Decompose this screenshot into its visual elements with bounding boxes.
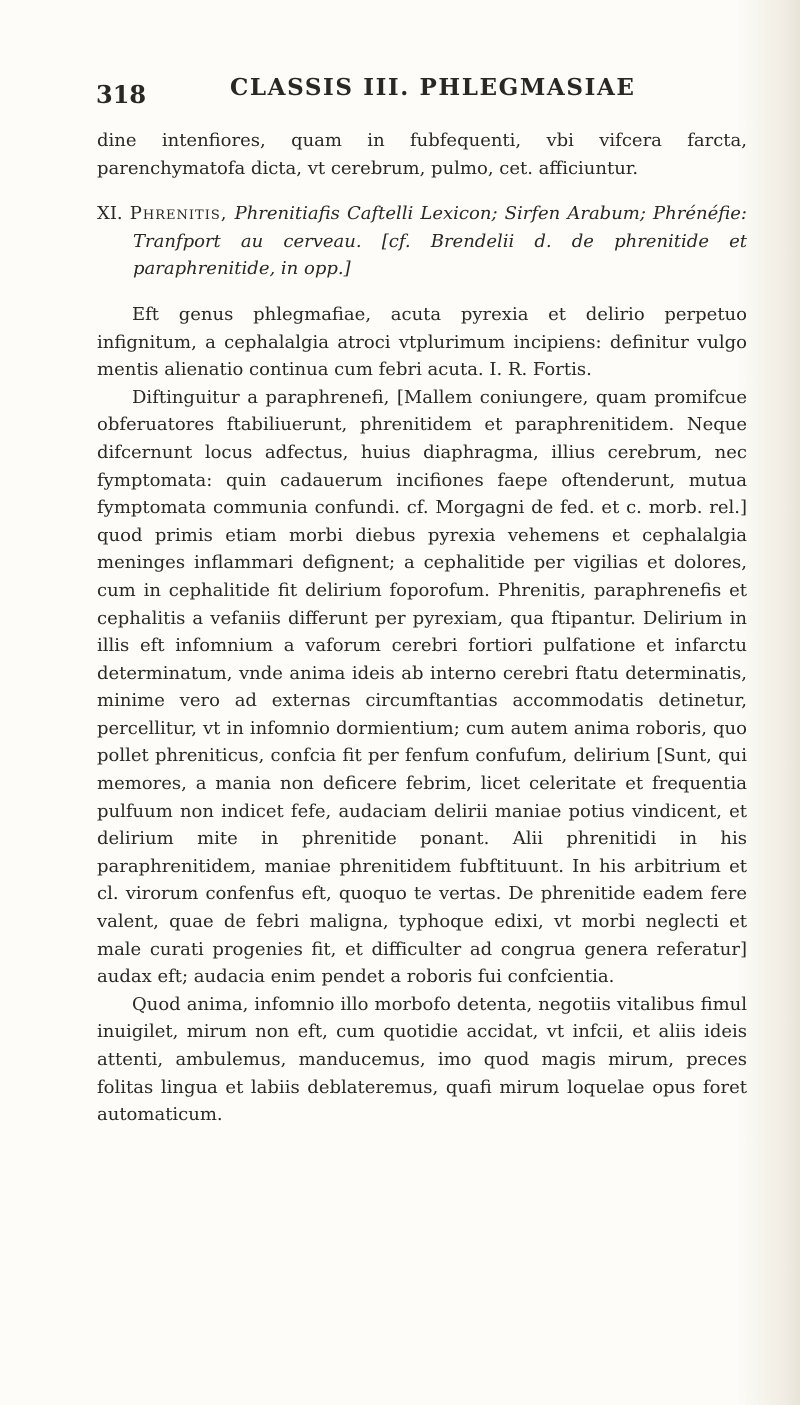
paragraph-anima: Quod anima, infomnio illo morbofo detenta, negotiis vitalibus fimul inuigilet, mirum non eft, cum quotidie accidat, vt infcii, et aliis ideis attenti, ambulemus, manducemus, imo quod magis mirum, preces folitas lingua et labiis deblateremus, quafi mirum loquelae opus foret automaticum. — [97, 993, 747, 1126]
paragraph-distinction: Diftinguitur a paraphrenefi, [Mallem coniungere, quam promifcue obferuatores ftabiliuerunt, phrenitidem et paraphrenitidem. Neque difcernunt locus adfectus, huius diaphragma, illius cerebrum, nec fymptomata: quin cadauerum incifiones faepe oftenderunt, mutua fymptomata communia confundi. cf. Morgagni de fed. et c. morb. rel.] quod primis etiam morbi diebus pyrexia vehemens et cephalalgia meninges inflammari defignent; a cephalitide per vigilias et dolores, cum in cephalitide fit delirium foporofum. Phrenitis, paraphrenefis et cephalitis a vefaniis differunt per pyrexiam, qua ftipantur. Delirium in illis eft infomnium a vaforum cerebri fortiori pulfatione et infarctu determinatum, vnde anima ideis ab interno cerebri ftatu determinatis, minime vero ad externas circumftantias accommodatis detinetur, percellitur, vt in infomnio dormientium; cum autem anima roboris, quo pollet phreniticus, confcia fit per fenfum confufum, delirium [Sunt, qui memores, a mania non deficere febrim, licet celeritate et frequentia pulfuum non indicet fefe, audaciam delirii maniae potius vindicent, et delirium mite in phrenitide ponant. Alii phrenitidi in his paraphrenitidem, maniae phrenitidem fubftituunt. In his arbitrium et cl. virorum confenfus eft, quoquo te vertas. De phrenitide eadem fere valent, quae de febri maligna, typhoque edixi, vt morbi neglecti et male curati progenies fit, et difficulter ad congrua genera referatur] audax eft; audacia enim pendet a roboris fui confcientia. — [97, 386, 747, 988]
entry-heading — [97, 200, 747, 283]
running-head: CLASSIS III. PHLEGMASIAE — [230, 74, 636, 101]
entry-synonyms: Phrenitiafis Caftelli Lexicon; Sirfen Arabum; Phrénéfie: Tranfport au cerveau. [cf. Brendelii d. de phrenitide et paraphrenitide, in opp.] — [133, 203, 747, 280]
paragraph-continuation: dine intenfiores, quam in fubfequenti, vbi vifcera farcta, parenchymatofa dicta, vt cerebrum, pulmo, cet. afficiuntur. — [97, 130, 747, 179]
text-body — [97, 127, 747, 1129]
entry-number: XI. — [97, 203, 123, 225]
page-header — [96, 74, 716, 114]
page-number: 318 — [96, 80, 147, 109]
paragraph-definition: Eft genus phlegmafiae, acuta pyrexia et delirio perpetuo infignitum, a cephalalgia atroci vtplurimum incipiens: definitur vulgo mentis alienatio continua cum febri acuta. I. R. Fortis. — [97, 303, 747, 381]
entry-term: Phrenitis, — [129, 203, 228, 225]
